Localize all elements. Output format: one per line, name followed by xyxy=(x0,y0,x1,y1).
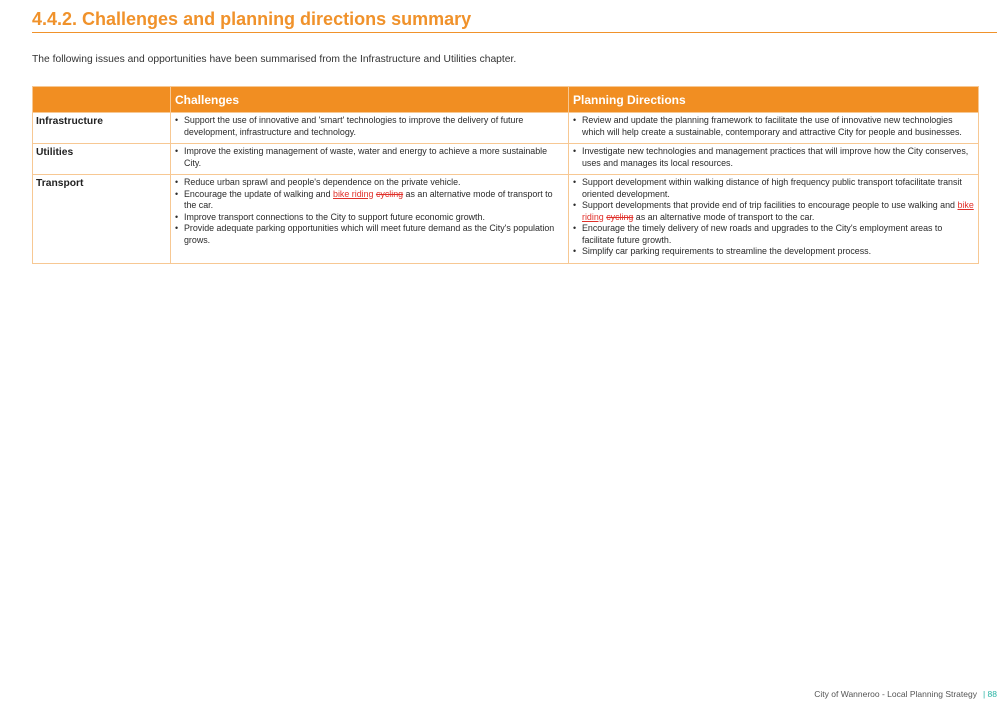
inserted-text: bike riding xyxy=(333,188,374,199)
directions-cell xyxy=(569,144,979,175)
intro-paragraph: The following issues and opportunities have been summarised from the Infrastructure and Utilities chapter. xyxy=(32,54,517,65)
list-item: • Support the use of innovative and 'smart' technologies to improve the delivery of future development, infrastructure and technology. xyxy=(184,115,565,138)
row-label: Utilities xyxy=(33,144,171,175)
list-item: • Support development within walking distance of high frequency public transport tofacilitate transit oriented development. xyxy=(582,177,975,200)
heading-rule xyxy=(32,32,997,33)
list-item: • Reduce urban sprawl and people's dependence on the private vehicle. xyxy=(184,177,565,189)
header-planning-directions: Planning Directions xyxy=(569,87,979,113)
header-blank xyxy=(33,87,171,113)
text-after: as an alternative mode of transport to the car. xyxy=(184,188,553,210)
list-item xyxy=(184,189,565,212)
directions-cell xyxy=(569,113,979,144)
list-item: • Improve the existing management of waste, water and energy to achieve a more sustainable City. xyxy=(184,146,565,169)
challenges-cell xyxy=(171,175,569,264)
deleted-text: cycling xyxy=(606,211,634,222)
list-item: • Investigate new technologies and management practices that will improve how the City conserves, uses and manages its local resources. xyxy=(582,146,975,169)
list-item xyxy=(582,200,975,223)
page-footer xyxy=(814,689,997,699)
deleted-text: cycling xyxy=(375,188,404,199)
page-number: | 88 xyxy=(982,689,997,699)
footer-text: City of Wanneroo - Local Planning Strategy xyxy=(814,689,977,699)
list-item: • Improve transport connections to the City to support future economic growth. xyxy=(184,212,565,224)
row-label: Infrastructure xyxy=(33,113,171,144)
list-item: • Simplify car parking requirements to streamline the development process. xyxy=(582,246,975,258)
text-after: as an alternative mode of transport to the car. xyxy=(633,211,815,222)
page-heading: 4.4.2. Challenges and planning directions summary xyxy=(32,9,472,29)
challenges-cell xyxy=(171,113,569,144)
list-item: • Review and update the planning framework to facilitate the use of innovative new technologies which will help create a sustainable, contemporary and attractive City for people and businesses. xyxy=(582,115,975,138)
challenges-list xyxy=(174,115,565,138)
directions-list xyxy=(572,177,975,258)
inserted-text: bike riding xyxy=(582,200,974,222)
challenges-list xyxy=(174,177,565,246)
header-challenges: Challenges xyxy=(171,87,569,113)
directions-list xyxy=(572,115,975,138)
list-item: • Encourage the timely delivery of new roads and upgrades to the City's employment areas to facilitate future growth. xyxy=(582,223,975,246)
table-row-utilities xyxy=(33,144,979,175)
directions-cell xyxy=(569,175,979,264)
challenges-cell xyxy=(171,144,569,175)
challenges-list xyxy=(174,146,565,169)
table-row-infrastructure xyxy=(33,113,979,144)
row-label: Transport xyxy=(33,175,171,264)
text-before: Support developments that provide end of trip facilities to encourage people to use walking and xyxy=(582,200,958,210)
table-header-row xyxy=(33,87,979,113)
text-before: Encourage the update of walking and xyxy=(184,188,334,199)
summary-table xyxy=(32,86,979,264)
list-item: • Provide adequate parking opportunities which will meet future demand as the City's population grows. xyxy=(184,223,565,246)
directions-list xyxy=(572,146,975,169)
table-row-transport xyxy=(33,175,979,264)
